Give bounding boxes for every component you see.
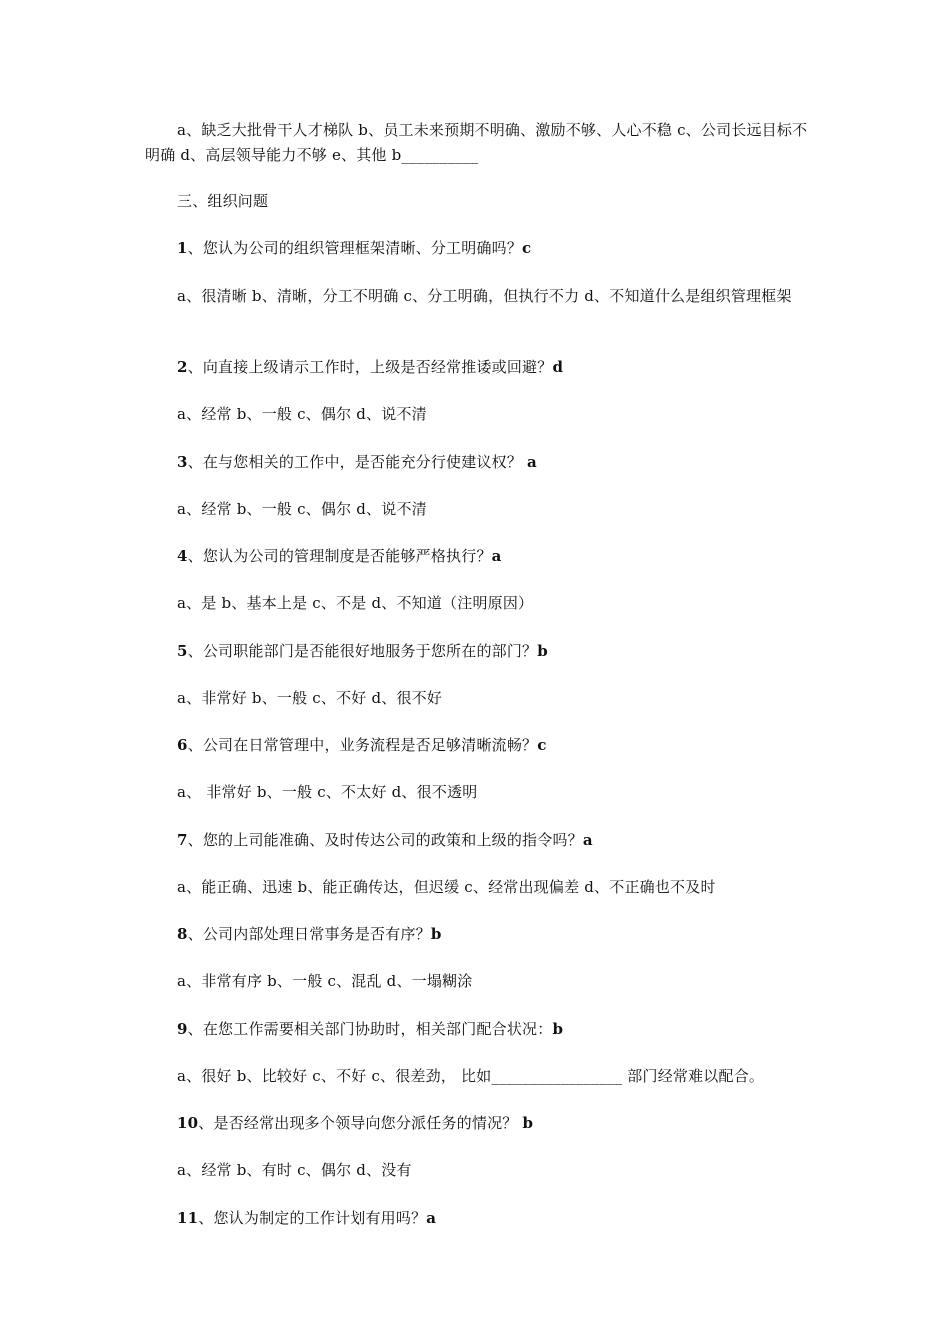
answer-letter: b <box>537 642 548 660</box>
options-6: a、 非常好 b、一般 c、不太好 d、很不透明 <box>177 783 478 801</box>
question-text: 、您认为制定的工作计划有用吗？ <box>198 1209 427 1227</box>
options-7: a、能正确、迅速 b、能正确传达，但迟缓 c、经常出现偏差 d、不正确也不及时 <box>177 878 716 896</box>
options-9: a、很好 b、比较好 c、不好 c、很差劲， 比如_________________ 部门经常难以配合。 <box>177 1067 765 1085</box>
answer-letter: a <box>426 1209 437 1227</box>
question-number: 11 <box>177 1209 199 1227</box>
answer-letter: a <box>582 831 593 849</box>
section-title: 三、组织问题 <box>177 192 269 210</box>
question-number: 1 <box>177 239 188 257</box>
answer-letter: a <box>491 547 502 565</box>
question-9 <box>177 1018 563 1040</box>
question-11 <box>177 1207 436 1229</box>
question-1 <box>177 237 531 259</box>
question-number: 8 <box>177 925 188 943</box>
question-number: 6 <box>177 736 188 754</box>
question-text: 、是否经常出现多个领导向您分派任务的情况？ <box>198 1114 523 1132</box>
question-7 <box>177 829 593 851</box>
question-6 <box>177 734 547 756</box>
question-number: 7 <box>177 831 188 849</box>
options-2: a、经常 b、一般 c、偶尔 d、说不清 <box>177 405 427 423</box>
answer-letter: c <box>522 239 532 257</box>
question-number: 4 <box>177 547 188 565</box>
question-text: 、公司职能部门是否能很好地服务于您所在的部门？ <box>187 642 538 660</box>
question-5 <box>177 640 548 662</box>
options-8: a、非常有序 b、一般 c、混乱 d、一塌糊涂 <box>177 972 473 990</box>
options-3: a、经常 b、一般 c、偶尔 d、说不清 <box>177 500 427 518</box>
question-text: 、您认为公司的组织管理框架清晰、分工明确吗？ <box>187 239 523 257</box>
question-number: 3 <box>177 453 188 471</box>
question-text: 、公司内部处理日常事务是否有序？ <box>187 925 431 943</box>
question-3 <box>177 451 537 473</box>
question-text: 、在您工作需要相关部门协助时，相关部门配合状况： <box>187 1020 553 1038</box>
question-number: 9 <box>177 1020 188 1038</box>
question-number: 5 <box>177 642 188 660</box>
options-10: a、经常 b、有时 c、偶尔 d、没有 <box>177 1161 412 1179</box>
answer-letter: d <box>552 358 564 376</box>
options-5: a、非常好 b、一般 c、不好 d、很不好 <box>177 689 443 707</box>
question-text: 、公司在日常管理中，业务流程是否足够清晰流畅？ <box>187 736 538 754</box>
question-text: 、在与您相关的工作中，是否能充分行使建议权？ <box>187 453 528 471</box>
answer-letter: b <box>552 1020 564 1038</box>
question-8 <box>177 923 442 945</box>
intro-options-text: a、缺乏大批骨干人才梯队 b、员工未来预期不明确、激励不够、人心不稳 c、公司长远目标不明确 d、高层领导能力不够 e、其他 b__________ <box>145 121 808 164</box>
question-text: 、您的上司能准确、及时传达公司的政策和上级的指令吗？ <box>187 831 583 849</box>
answer-letter: a <box>527 453 537 471</box>
answer-letter: c <box>537 736 547 754</box>
question-text: 、向直接上级请示工作时，上级是否经常推诿或回避？ <box>187 358 553 376</box>
question-number: 10 <box>177 1114 199 1132</box>
answer-letter: b <box>522 1114 534 1132</box>
question-2 <box>177 356 563 378</box>
answer-letter: b <box>430 925 442 943</box>
question-number: 2 <box>177 358 188 376</box>
question-10 <box>177 1112 533 1134</box>
options-1: a、很清晰 b、清晰，分工不明确 c、分工明确，但执行不力 d、不知道什么是组织管理框架 <box>177 287 792 305</box>
question-text: 、您认为公司的管理制度是否能够严格执行？ <box>187 547 492 565</box>
options-4: a、是 b、基本上是 c、不是 d、不知道（注明原因） <box>177 594 534 612</box>
question-4 <box>177 545 502 567</box>
